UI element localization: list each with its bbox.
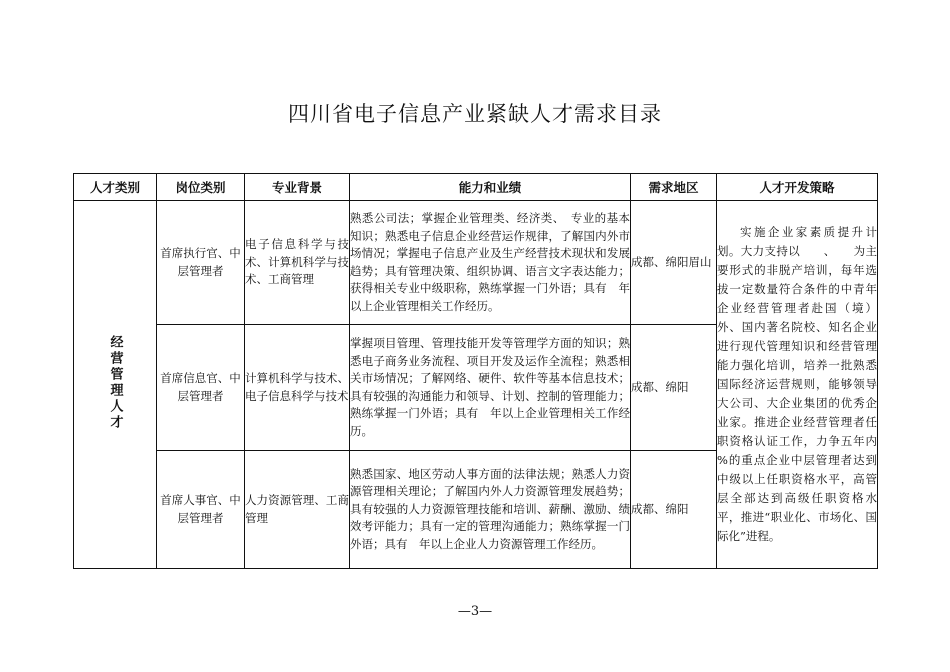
table-header-row <box>74 174 878 201</box>
header-demand-region: 需求地区 <box>631 174 717 201</box>
region-cell <box>631 451 717 569</box>
header-talent-category: 人才类别 <box>74 174 157 201</box>
background-text: 计算机科学与技术、电子信息科学与技术 <box>245 371 349 403</box>
page-number: —3— <box>457 604 493 619</box>
ability-cell <box>350 201 631 325</box>
position-text: 首席执行官、中层管理者 <box>160 246 241 278</box>
position-text: 首席人事官、中层管理者 <box>160 493 241 525</box>
region-cell <box>631 201 717 325</box>
background-text: 电子信息科学与技术、计算机科学与技术、工商管理 <box>245 237 349 287</box>
ability-text: 熟悉公司法；掌握企业管理类、经济类、 专业的基本知识；熟悉电子信息企业经营运作规律，了解国内外市场情况；掌握电子信息产业及生产经营技术现状和发展趋势；具有管理决策、组织协调、语言文字表达能力；获得相关专业中级职称，熟练掌握一门外语；具有 年以上企业管理相关工作经历。 <box>350 211 630 313</box>
region-text: 成都、绵阳眉山 <box>631 254 712 269</box>
position-text: 首席信息官、中层管理者 <box>160 371 241 403</box>
header-development-strategy: 人才开发策略 <box>717 174 878 201</box>
talent-category-label: 经营管理人才 <box>107 334 123 431</box>
talent-catalog-table <box>73 173 900 569</box>
ability-text: 掌握项目管理、管理技能开发等管理学方面的知识；熟悉电子商务业务流程、项目开发及运作全流程；熟悉相关市场情况；了解网络、硬件、软件等基本信息技术；具有较强的沟通能力和领导、计划、控制的管理能力；熟练掌握一门外语；具有 年以上企业管理相关工作经历。 <box>350 336 630 438</box>
table-row <box>74 201 878 325</box>
background-cell <box>245 325 350 451</box>
strategy-text: 实施企业家素质提升计划。大力支持以 、 为主要形式的非脱产培训，每年选拔一定数量符合条件的中青年企业经营管理者赴国（境）外、国内著名院校、知名企业进行现代管理知识和经营管理能力强化培训，培养一批熟悉国际经济运营规则，能够领导大公司、大企业集团的优秀企业家。推进企业经营管理者任职资格认证工作，力争五年内 %的重点企业中层管理者达到中级以上任职资格水平，高管层全部达到高级任职资格水平，推进“职业化、市场化、国际化”进程。 <box>717 225 900 543</box>
talent-category-cell <box>74 201 157 569</box>
region-cell <box>631 325 717 451</box>
ability-text: 熟悉国家、地区劳动人事方面的法律法规；熟悉人力资源管理相关理论；了解国内外人力资源管理发展趋势；具有较强的人力资源管理技能和培训、薪酬、激励、绩效考评能力；具有一定的管理沟通能力；熟练掌握一门外语；具有 年以上企业人力资源管理工作经历。 <box>350 466 630 551</box>
background-text: 人力资源管理、工商管理 <box>245 493 349 525</box>
background-cell <box>245 201 350 325</box>
header-professional-background: 专业背景 <box>245 174 350 201</box>
page-title: 四川省电子信息产业紧缺人才需求目录 <box>288 102 662 126</box>
header-position-category: 岗位类别 <box>157 174 245 201</box>
position-cell <box>157 451 245 569</box>
header-ability-and-performance: 能力和业绩 <box>350 174 631 201</box>
position-cell <box>157 325 245 451</box>
ability-cell <box>350 325 631 451</box>
region-text: 成都、绵阳 <box>631 501 689 516</box>
region-text: 成都、绵阳 <box>631 379 689 394</box>
ability-cell <box>350 451 631 569</box>
position-cell <box>157 201 245 325</box>
strategy-cell <box>717 201 900 569</box>
background-cell <box>245 451 350 569</box>
